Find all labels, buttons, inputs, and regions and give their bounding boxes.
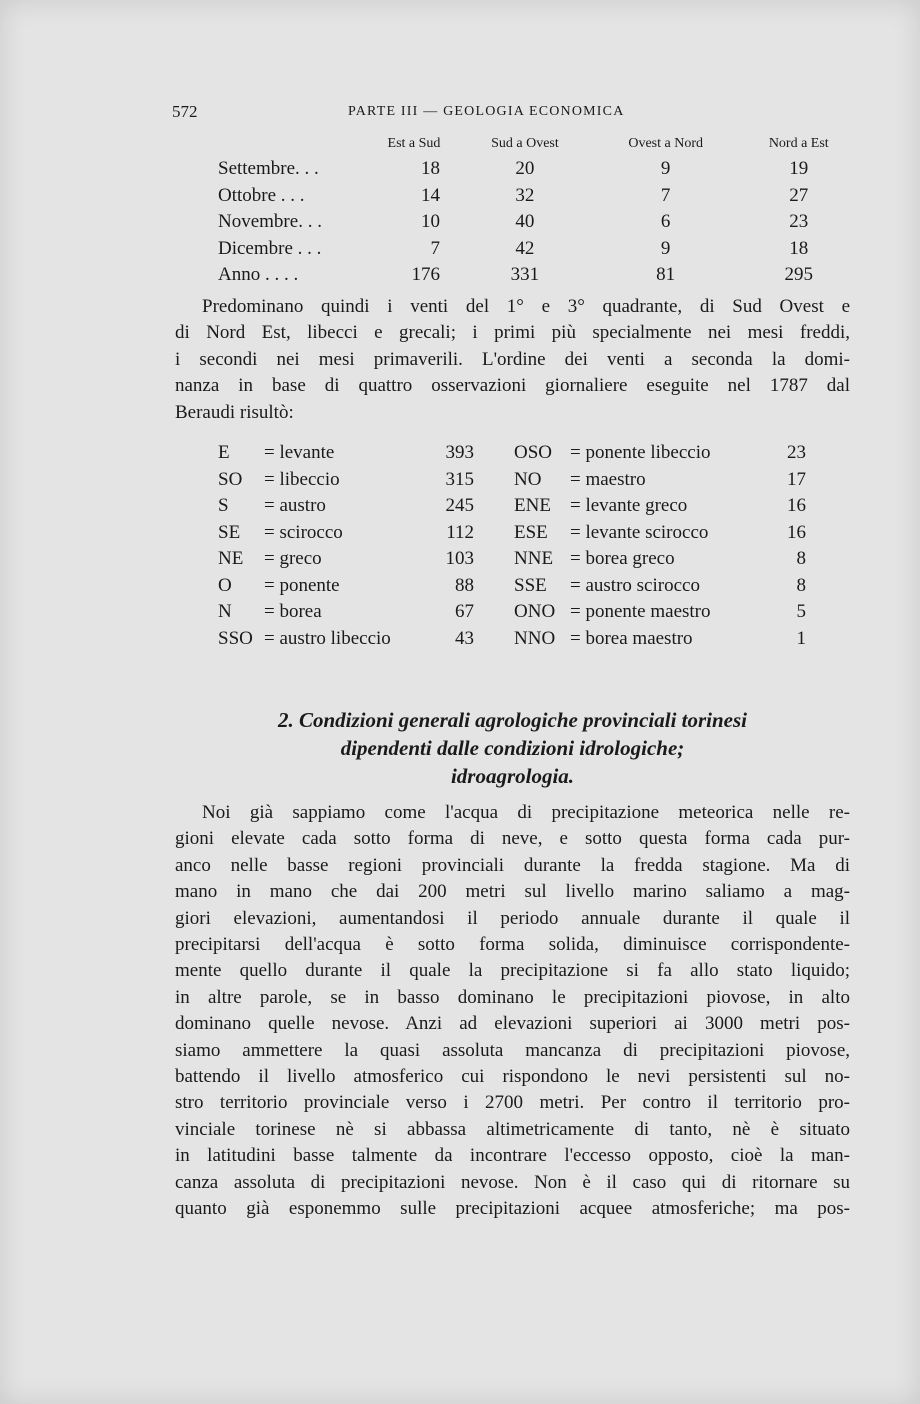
wind-code: OSO	[514, 442, 553, 463]
wind-count: 16	[787, 521, 806, 543]
table-cell: 6	[660, 211, 671, 233]
table-row	[218, 183, 858, 210]
text-line: stro territorio provinciale verso i 2700 metri. Per contro il territorio pro-	[175, 1092, 850, 1114]
table-cell: 32	[515, 184, 535, 206]
wind-count: 8	[796, 574, 806, 596]
wind-name: = borea greco	[570, 548, 675, 569]
text-line: precipitarsi dell'acqua è sotto forma solida, diminuisce corrispondente-	[175, 934, 850, 956]
list-item	[218, 601, 818, 628]
column-header: Ovest a Nord	[628, 136, 703, 151]
wind-code: ONO	[514, 601, 556, 622]
table-cell: 81	[656, 264, 676, 286]
table-row	[218, 156, 858, 183]
text-line: battendo il livello atmosferico cui rispondono le nevi persistenti sul no-	[175, 1066, 850, 1088]
section-title-line: dipendenti dalle condizioni idrologiche;	[340, 736, 685, 760]
wind-code: NNE	[514, 548, 554, 569]
month-label: Settembre. . .	[218, 158, 319, 180]
wind-count: 88	[455, 574, 474, 596]
list-item	[218, 575, 818, 602]
wind-count: 43	[455, 627, 474, 649]
wind-name: = maestro	[570, 468, 646, 490]
wind-code: E	[218, 442, 230, 463]
wind-code: ESE	[514, 521, 548, 543]
wind-name: = libeccio	[264, 468, 340, 490]
wind-count: 23	[787, 442, 806, 463]
wind-code: NO	[514, 468, 542, 490]
table-cell: 40	[515, 211, 535, 233]
section-heading	[175, 706, 850, 790]
table-cell: 9	[660, 158, 671, 180]
wind-name: = austro scirocco	[570, 574, 700, 596]
wind-name: = ponente	[264, 574, 340, 596]
wind-name: = ponente libeccio	[570, 442, 711, 463]
year-label: Anno . . . .	[218, 264, 299, 286]
running-title: PARTE III — GEOLOGIA ECONOMICA	[348, 104, 625, 119]
wind-name: = austro	[264, 495, 326, 516]
month-label: Ottobre . . .	[218, 184, 305, 206]
table-cell: 10	[421, 211, 440, 233]
table-cell: 14	[421, 184, 440, 206]
text-line: dominano quelle nevose. Anzi ad elevazioni superiori ai 3000 metri pos-	[175, 1013, 850, 1035]
wind-count: 245	[445, 495, 474, 516]
wind-code: N	[218, 601, 232, 622]
wind-count: 315	[445, 468, 474, 490]
table-row	[218, 209, 858, 236]
table-row-total	[218, 262, 858, 289]
wind-name: = greco	[264, 548, 322, 569]
wind-name: = levante	[264, 442, 335, 463]
text-line: vinciale torinese nè si abbassa altimetricamente di tanto, nè è situato	[175, 1118, 850, 1140]
table-cell: 9	[660, 237, 671, 259]
wind-code: NE	[218, 548, 244, 569]
wind-name: = austro libeccio	[264, 627, 391, 649]
column-header: Nord a Est	[768, 136, 829, 151]
wind-name: = borea	[264, 601, 322, 622]
table-cell: 18	[421, 158, 440, 180]
list-item	[218, 628, 818, 655]
wind-count: 103	[445, 548, 474, 569]
text-line: gioni elevate cada sotto forma di neve, e sotto questa forma cada pur-	[175, 828, 850, 850]
text-line: mente quello durante il quale la precipitazione si fa allo stato liquido;	[175, 960, 850, 982]
table-row	[218, 236, 858, 263]
wind-count: 1	[796, 627, 806, 649]
text-line: i secondi nei mesi primaverili. L'ordine dei venti a seconda la domi-	[175, 348, 850, 370]
running-header	[172, 102, 852, 126]
table-cell: 19	[789, 158, 809, 180]
table-cell: 20	[515, 158, 535, 180]
section-title-line: 2. Condizioni generali agrologiche provinciali torinesi	[277, 708, 748, 732]
text-line: anco nelle basse regioni provinciali durante la fredda stagione. Ma di	[175, 854, 850, 876]
list-item	[218, 442, 818, 469]
wind-count: 393	[445, 442, 474, 463]
wind-count: 112	[446, 521, 474, 543]
wind-name: = levante scirocco	[570, 521, 709, 543]
wind-count: 16	[787, 495, 806, 516]
text-line: canza assoluta di precipitazioni nevose. Non è il caso qui di ritornare su	[175, 1171, 850, 1193]
wind-order-list	[218, 442, 818, 654]
wind-code: O	[218, 574, 232, 596]
paragraph-predominant-winds	[175, 294, 850, 426]
list-item	[218, 469, 818, 496]
page-number: 572	[172, 102, 198, 121]
table-cell: 7	[660, 184, 671, 206]
text-line: nanza in base di quattro osservazioni giornaliere eseguite nel 1787 dal	[175, 375, 850, 397]
list-item	[218, 548, 818, 575]
wind-name: = ponente maestro	[570, 601, 711, 622]
text-line: in latitudini basse talmente da incontrare l'eccesso opposto, cioè la man-	[175, 1145, 850, 1167]
wind-code: SE	[218, 521, 241, 543]
monthly-wind-table	[218, 132, 858, 289]
column-header: Sud a Ovest	[491, 136, 559, 151]
text-line: quanto già esponemmo sulle precipitazioni acquee atmosferiche; ma pos-	[175, 1198, 850, 1220]
wind-name: = scirocco	[264, 521, 343, 543]
wind-count: 8	[796, 548, 806, 569]
text-line: giori elevazioni, aumentandosi il periodo annuale durante il quale il	[175, 907, 850, 929]
wind-name: = levante greco	[570, 495, 688, 516]
wind-count: 67	[455, 601, 474, 622]
table-cell: 27	[789, 184, 809, 206]
section-title-line: idroagrologia.	[450, 764, 575, 788]
paragraph-precipitation	[175, 800, 850, 1223]
table-cell: 295	[784, 264, 813, 286]
wind-count: 17	[787, 468, 806, 490]
text-line: mano in mano che dai 200 metri sul livello marino saliamo a mag-	[175, 881, 850, 903]
table-header-row	[218, 132, 858, 156]
wind-code: SSO	[218, 627, 253, 649]
list-item	[218, 495, 818, 522]
text-line: Noi già sappiamo come l'acqua di precipitazione meteorica nelle re-	[202, 802, 850, 823]
table-cell: 7	[430, 237, 440, 259]
table-cell: 23	[789, 211, 809, 233]
wind-code: ENE	[514, 495, 551, 516]
text-line: in altre parole, se in basso dominano le precipitazioni piovose, in alto	[175, 986, 850, 1008]
text-line: di Nord Est, libecci e grecali; i primi più specialmente nei mesi freddi,	[175, 322, 850, 344]
table-cell: 42	[515, 237, 535, 259]
table-cell: 18	[789, 237, 809, 259]
list-item	[218, 522, 818, 549]
wind-count: 5	[796, 601, 806, 622]
text-line: Predominano quindi i venti del 1° e 3° quadrante, di Sud Ovest e	[202, 296, 850, 317]
month-label: Novembre. . .	[218, 211, 322, 233]
wind-code: S	[218, 495, 229, 516]
wind-code: SO	[218, 468, 243, 490]
table-cell: 331	[510, 264, 540, 286]
month-label: Dicembre . . .	[218, 237, 322, 259]
text-line: siamo ammettere la quasi assoluta mancanza di precipitazioni piovose,	[175, 1039, 850, 1061]
table-corner	[218, 132, 370, 156]
text-line: Beraudi risultò:	[175, 401, 294, 423]
table-cell: 176	[411, 264, 440, 286]
column-header: Est a Sud	[387, 136, 441, 151]
wind-name: = borea maestro	[570, 627, 693, 649]
wind-code: SSE	[514, 574, 547, 596]
wind-code: NNO	[514, 627, 556, 649]
